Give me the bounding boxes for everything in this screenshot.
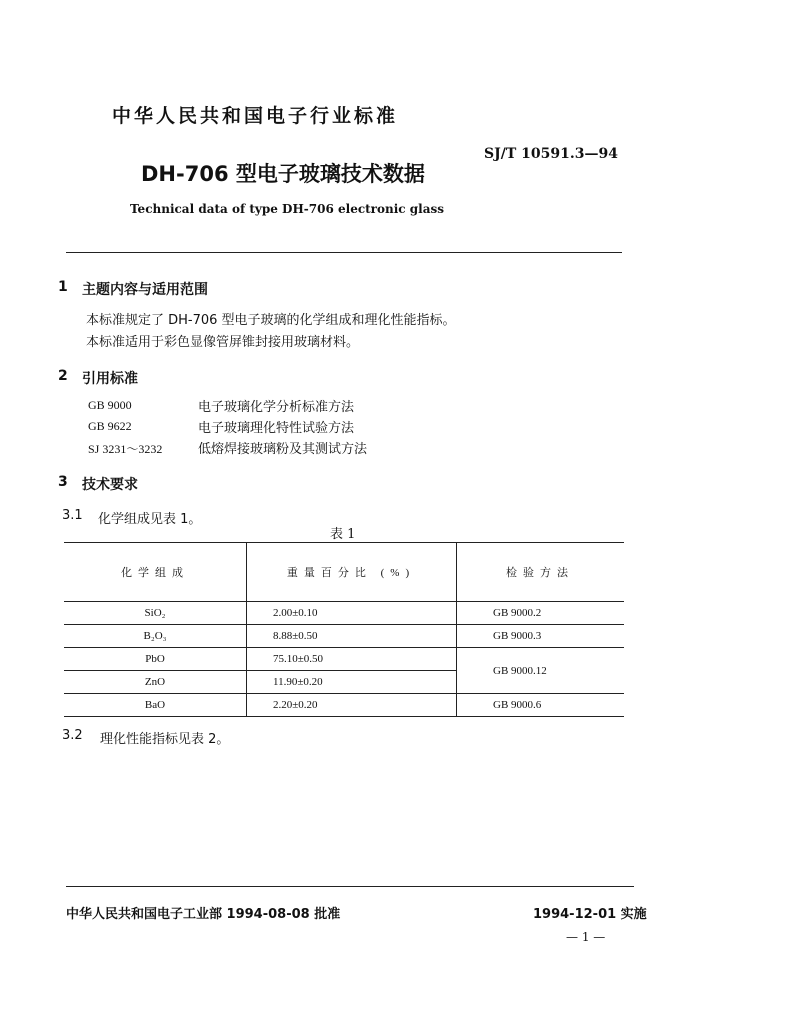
section-1-heading: 主题内容与适用范围: [82, 282, 208, 298]
subsection-3-2-number: 3.2: [62, 728, 83, 743]
chemical-composition-table: [64, 542, 624, 717]
section-3-number: 3: [58, 474, 68, 490]
column-header-component: 化学组成: [64, 543, 247, 602]
ref-title: 低熔焊接玻璃粉及其测试方法: [198, 442, 368, 457]
component-cell: ZnO: [64, 671, 247, 694]
column-header-test-method: 检验方法: [457, 543, 625, 602]
test-method-cell: GB 9000.12: [457, 648, 625, 694]
section-1-number: 1: [58, 279, 68, 295]
component-cell: B₂O₃: [64, 625, 247, 648]
column-header-weight-percent: 重量百分比 (%): [247, 543, 457, 602]
component-cell: SiO₂: [64, 602, 247, 625]
ref-code: GB 9000: [88, 398, 132, 412]
effective-date-line: 1994-12-01 实施: [533, 907, 647, 922]
footer-divider: [66, 886, 634, 887]
ref-code: SJ 3231～3232: [88, 442, 163, 456]
weight-percent-cell: 75.10±0.50: [247, 648, 457, 671]
weight-percent-cell: 2.00±0.10: [247, 602, 457, 625]
approval-line: 中华人民共和国电子工业部 1994-08-08 批准: [66, 907, 341, 922]
component-cell: PbO: [64, 648, 247, 671]
section-2-heading: 引用标准: [82, 371, 138, 387]
test-method-cell: GB 9000.6: [457, 694, 625, 717]
ref-title: 电子玻璃理化特性试验方法: [198, 421, 355, 436]
weight-percent-cell: 11.90±0.20: [247, 671, 457, 694]
weight-percent-cell: 8.88±0.50: [247, 625, 457, 648]
section-2-number: 2: [58, 368, 68, 384]
test-method-cell: GB 9000.3: [457, 625, 625, 648]
standard-number: SJ/T 10591.3—94: [484, 146, 618, 162]
table-row: [64, 694, 624, 717]
subsection-3-1-number: 3.1: [62, 508, 83, 523]
page-number: — 1 —: [566, 930, 606, 944]
weight-percent-cell: 2.20±0.20: [247, 694, 457, 717]
table-row: [64, 602, 624, 625]
header-divider: [66, 252, 622, 253]
subsection-3-1-text: 化学组成见表 1。: [98, 512, 202, 527]
document-subtitle-english: Technical data of type DH-706 electronic glass: [130, 202, 445, 216]
ref-title: 电子玻璃化学分析标准方法: [198, 400, 355, 415]
table-header-row: [64, 543, 624, 602]
section-1-paragraph-2: 本标准适用于彩色显像管屏锥封接用玻璃材料。: [86, 335, 360, 350]
table-row: [64, 648, 624, 671]
ref-code: GB 9622: [88, 419, 132, 433]
component-cell: BaO: [64, 694, 247, 717]
issuing-agency: 中华人民共和国电子行业标准: [112, 105, 399, 127]
table-row: [64, 625, 624, 648]
section-3-heading: 技术要求: [82, 477, 138, 493]
table-1-caption: 表 1: [330, 527, 356, 542]
section-1-paragraph-1: 本标准规定了 DH-706 型电子玻璃的化学组成和理化性能指标。: [86, 313, 456, 328]
test-method-cell: GB 9000.2: [457, 602, 625, 625]
document-title: DH-706 型电子玻璃技术数据: [141, 162, 425, 186]
subsection-3-2-text: 理化性能指标见表 2。: [100, 732, 230, 747]
